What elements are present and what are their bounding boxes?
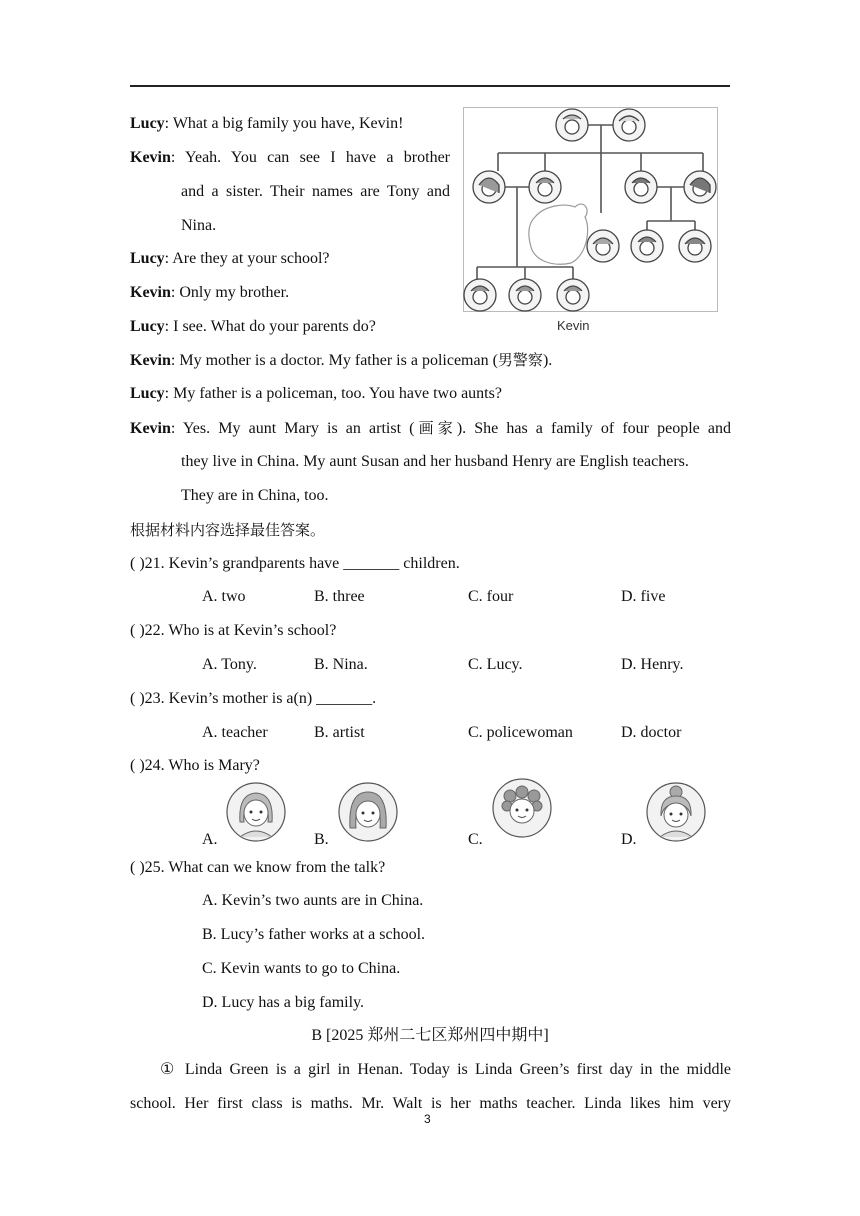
dialogue-text: : Only my brother. xyxy=(170,284,290,301)
paragraph-line: school. Her first class is maths. Mr. Walt is her maths teacher. Linda likes him very xyxy=(130,1095,731,1112)
speaker-name: Lucy xyxy=(130,250,165,267)
dialogue-text: ). xyxy=(542,352,553,369)
child2-avatar-icon xyxy=(509,279,541,311)
answer-option-b[interactable]: B. Nina. xyxy=(314,656,368,673)
speaker-name: Kevin xyxy=(130,149,171,166)
question-stem: ( )23. Kevin’s mother is a(n) _______. xyxy=(130,690,377,707)
instruction: 根据材料内容选择最佳答案。 xyxy=(130,521,326,539)
question-stem: ( )25. What can we know from the talk? xyxy=(130,859,386,876)
question-stem: ( )21. Kevin’s grandparents have _______ children. xyxy=(130,555,460,572)
girl-face-c-icon[interactable] xyxy=(492,778,552,838)
top-rule xyxy=(130,85,730,87)
answer-option-b[interactable]: B. three xyxy=(314,588,365,605)
answer-option-d[interactable]: D. Henry. xyxy=(621,656,684,673)
dialogue-line xyxy=(130,114,403,134)
dialogue-text: : My mother is a doctor. My father is a policeman ( xyxy=(170,352,498,369)
girl-face-d-icon[interactable] xyxy=(646,782,706,842)
section-heading: B [2025 郑州二七区郑州四中期中] xyxy=(311,1027,549,1044)
answer-option-b[interactable]: B. Lucy’s father works at a school. xyxy=(202,926,426,943)
family-tree-figure xyxy=(463,107,718,312)
dialogue-continuation: They are in China, too. xyxy=(181,487,329,504)
cousin-avatar-icon xyxy=(587,230,619,262)
dialogue-line xyxy=(130,418,731,439)
dialogue-line xyxy=(130,148,450,168)
child3-avatar-icon xyxy=(557,279,589,311)
dialogue-line xyxy=(130,283,289,303)
answer-option-c[interactable]: C. Lucy. xyxy=(468,656,523,673)
dialogue-continuation: they live in China. My aunt Susan and her husband Henry are English teachers. xyxy=(181,453,689,470)
dialogue-text: : I see. What do your parents do? xyxy=(164,318,376,335)
uncle-avatar-icon xyxy=(529,171,561,203)
speaker-name: Lucy xyxy=(130,115,165,132)
girl-face-a-icon[interactable] xyxy=(226,782,286,842)
sister-avatar-icon xyxy=(679,230,711,262)
speaker-name: Lucy xyxy=(130,385,165,402)
aunt-avatar-icon xyxy=(473,171,505,203)
father-avatar-icon xyxy=(625,171,657,203)
dialogue-line xyxy=(130,350,552,371)
question-stem: ( )22. Who is at Kevin’s school? xyxy=(130,622,337,639)
answer-option-d[interactable]: D. xyxy=(621,831,637,848)
dialogue-line xyxy=(130,317,376,337)
mother-avatar-icon xyxy=(684,171,716,203)
answer-option-c[interactable]: C. Kevin wants to go to China. xyxy=(202,960,401,977)
answer-option-d[interactable]: D. doctor xyxy=(621,724,682,741)
dialogue-line xyxy=(130,384,502,404)
dialogue-line xyxy=(130,249,330,269)
answer-option-a[interactable]: A. teacher xyxy=(202,724,268,741)
answer-option-a[interactable]: A. two xyxy=(202,588,246,605)
speaker-name: Lucy xyxy=(130,318,165,335)
grandpa-avatar-icon xyxy=(556,109,588,141)
chinese-gloss: 画家 xyxy=(414,419,457,437)
answer-option-a[interactable]: A. Kevin’s two aunts are in China. xyxy=(202,892,424,909)
grandma-avatar-icon xyxy=(613,109,645,141)
child1-avatar-icon xyxy=(464,279,496,311)
girl-face-b-icon[interactable] xyxy=(338,782,398,842)
dialogue-continuation: Nina. xyxy=(181,217,217,234)
answer-option-a[interactable]: A. xyxy=(202,831,218,848)
answer-option-c[interactable]: C. four xyxy=(468,588,514,605)
question-stem: ( )24. Who is Mary? xyxy=(130,757,260,774)
dialogue-text: : My father is a policeman, too. You have two aunts? xyxy=(164,385,502,402)
figure-caption: Kevin xyxy=(557,318,590,333)
dialogue-continuation: and a sister. Their names are Tony and xyxy=(181,183,450,200)
page-number: 3 xyxy=(424,1112,431,1126)
dialogue-text: : Yeah. You can see I have a brother xyxy=(170,149,450,166)
answer-option-d[interactable]: D. five xyxy=(621,588,666,605)
answer-option-c[interactable]: C. policewoman xyxy=(468,724,573,741)
speaker-name: Kevin xyxy=(130,284,171,301)
answer-option-c[interactable]: C. xyxy=(468,831,483,848)
answer-option-a[interactable]: A. Tony. xyxy=(202,656,257,673)
dialogue-text: ). She has a family of four people and xyxy=(456,420,731,437)
chinese-gloss: 男警察 xyxy=(497,351,543,369)
dialogue-text: : What a big family you have, Kevin! xyxy=(164,115,404,132)
paragraph-line: ① Linda Green is a girl in Henan. Today is Linda Green’s first day in the middle xyxy=(160,1061,731,1078)
speaker-name: Kevin xyxy=(130,420,171,437)
answer-option-b[interactable]: B. xyxy=(314,831,329,848)
dialogue-text: : Yes. My aunt Mary is an artist ( xyxy=(170,420,415,437)
speaker-name: Kevin xyxy=(130,352,171,369)
answer-option-d[interactable]: D. Lucy has a big family. xyxy=(202,994,365,1011)
dialogue-text: : Are they at your school? xyxy=(164,250,330,267)
brother-avatar-icon xyxy=(631,230,663,262)
answer-option-b[interactable]: B. artist xyxy=(314,724,365,741)
